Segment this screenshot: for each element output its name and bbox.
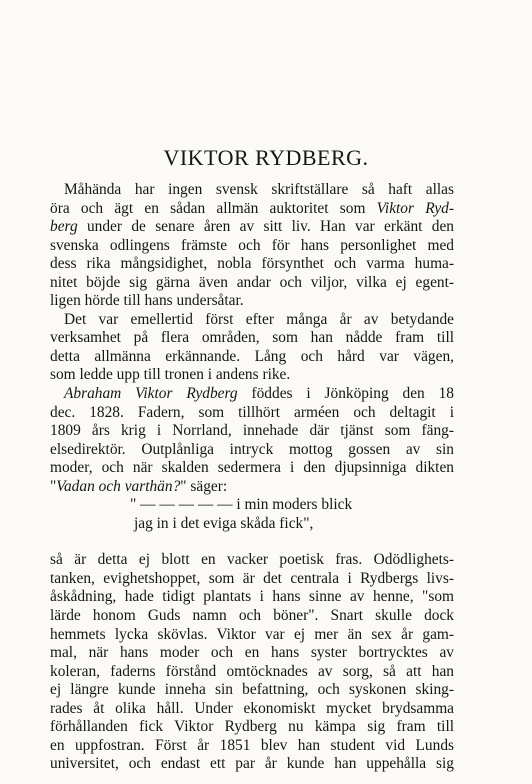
text-line: tanken, evighetshoppet, som är det centrala i Rydbergs livs-: [50, 569, 454, 587]
spacer: [50, 533, 454, 551]
text-line: Det var emellertid först efter många år av betydande: [64, 310, 454, 328]
text-line: nitet böjde sig gärna även andar och viljor, vilka ej egent-: [50, 273, 454, 291]
text-line: mal, när hans moder och en hans syster bortrycktes av: [50, 644, 454, 662]
text-line: ej längre kunde inneha sin befattning, och syskonen sking-: [50, 681, 454, 699]
text-line: ligen hörde till hans undersåtar.: [50, 292, 244, 310]
text-line: svenska odlingens främste och för hans personlighet med: [50, 236, 454, 254]
body-text: [50, 181, 454, 774]
text-line: moder, och när skalden sedermera i den djupsinniga dikten: [50, 459, 454, 477]
text-line: rades åt olika håll. Under ekonomiskt mycket brydsamma: [50, 699, 454, 717]
text-line: åskådning, hade tidigt plantats i hans sinne av henne, "som: [50, 588, 454, 606]
text-line: så är detta ej blott en vacker poetisk fras. Odödlighets-: [50, 551, 454, 569]
text-line: förhållanden fick Viktor Rydberg nu kämpa sig fram till: [50, 718, 454, 736]
text-line: hemmets lycka skövlas. Viktor var ej mer än sex år gam-: [50, 625, 454, 643]
text-line: dess rika mångsidighet, nobla försynthet och varma huma-: [50, 255, 454, 273]
text-line: som ledde upp till tronen i andens rike.: [50, 366, 291, 384]
text-line: berg under de senare åren av sitt liv. Han var erkänt den: [50, 218, 454, 236]
text-line: Måhända har ingen svensk skriftställare så haft allas: [64, 181, 454, 198]
text-line: 1809 års krig i Norrland, innehade där tjänst som fäng-: [50, 422, 454, 440]
text-line: en uppfostran. Först år 1851 blev han student vid Lunds: [50, 736, 454, 754]
text-line: öra och ägt en sådan allmän auktoritet som Viktor Ryd-: [50, 199, 454, 217]
text-line: detta allmänna erkännande. Lång och hård var vägen,: [50, 347, 454, 365]
text-line: verksamhet på flera områden, som han nådde fram till: [50, 329, 454, 347]
text-line: elsedirektör. Outplånliga intryck mottog gossen av sin: [50, 440, 454, 458]
text-line: "Vadan och varthän?" säger:: [50, 477, 228, 495]
quote-line: jag in i det eviga skåda fick",: [134, 514, 314, 532]
text-line: koleran, faderns förstånd omtöcknades av sorg, så att han: [50, 662, 454, 680]
quote-line: " — — — — — i min moders blick: [130, 496, 353, 514]
text-line: lärde honom Guds namn och böner". Snart skulle dock: [50, 607, 454, 625]
text-line: Abraham Viktor Rydberg föddes i Jönköping den 18: [64, 385, 454, 403]
chapter-title: VIKTOR RYDBERG.: [163, 145, 369, 170]
text-line: dec. 1828. Fadern, som tillhört arméen och deltagit i: [50, 403, 454, 421]
text-line: universitet, och endast ett par år kunde han uppehålla sig: [50, 755, 454, 773]
